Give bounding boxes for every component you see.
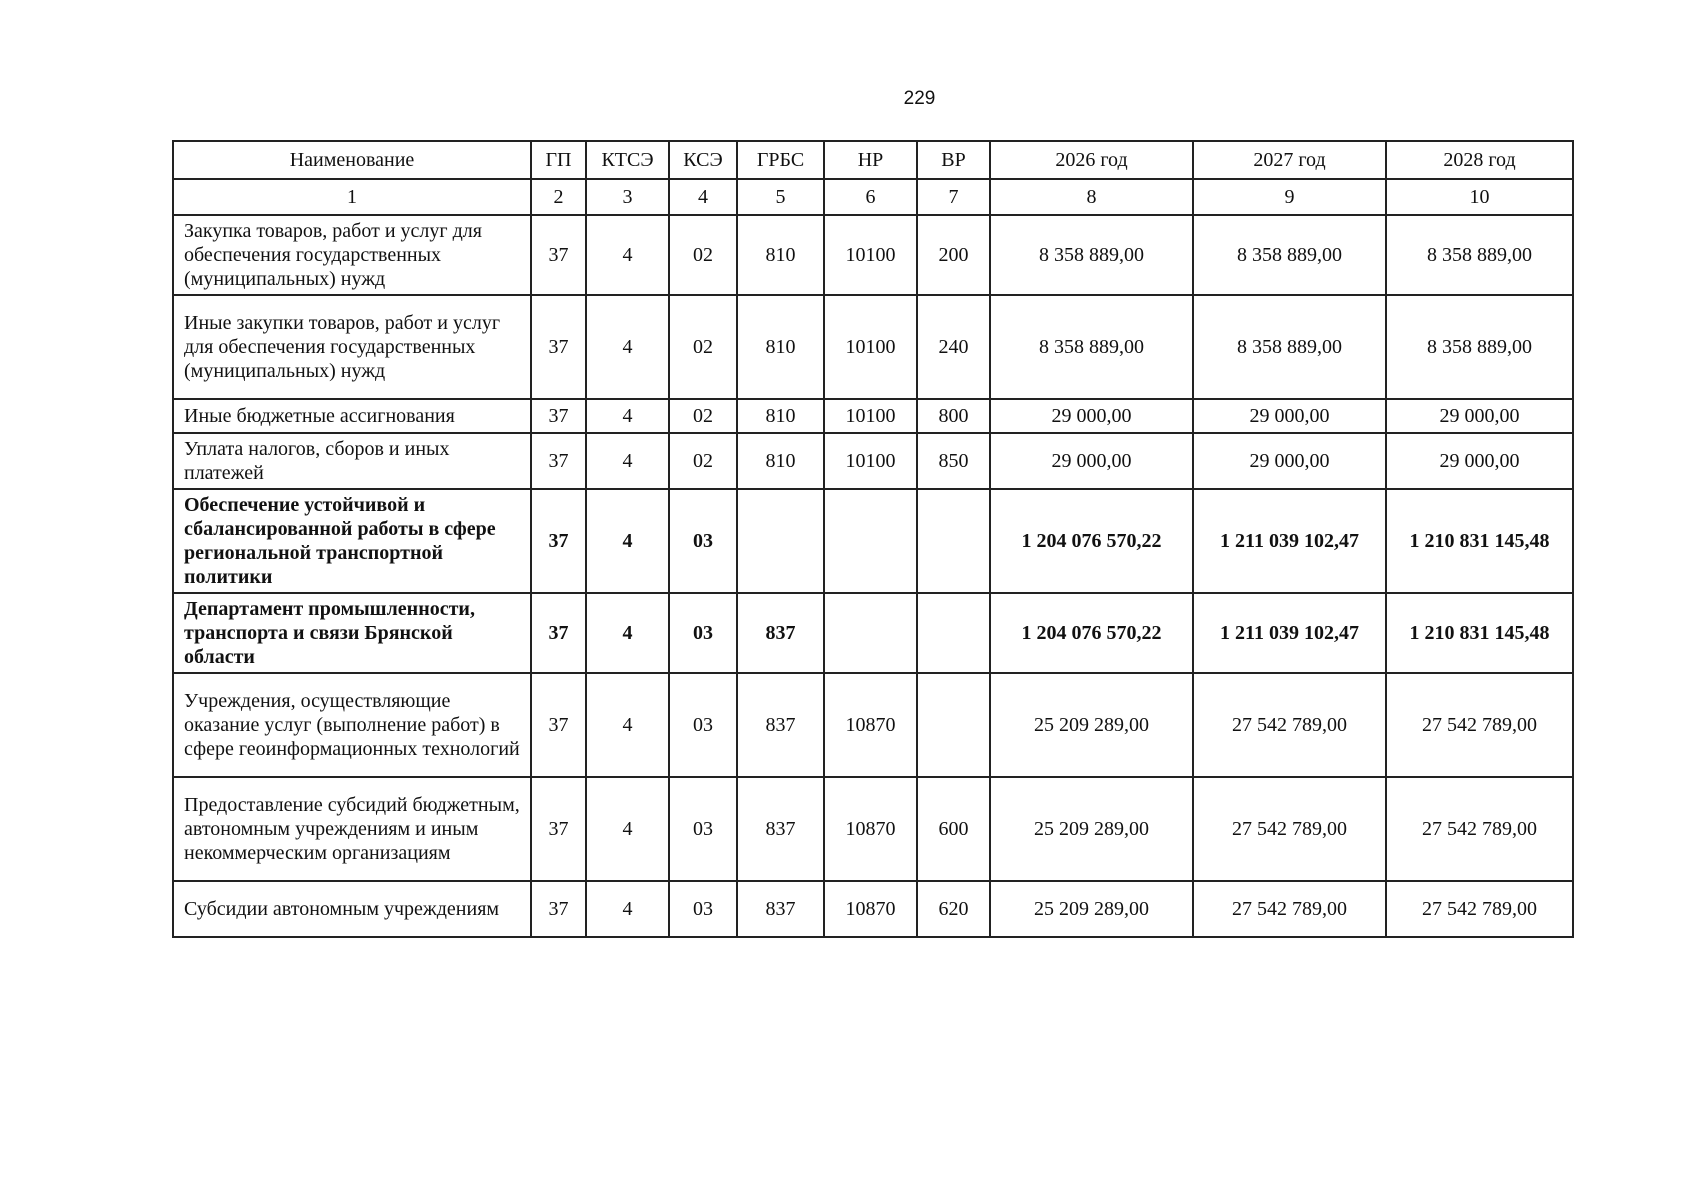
row-2027: 1 211 039 102,47 (1193, 593, 1386, 673)
row-kse: 03 (669, 489, 737, 593)
row-2026: 8 358 889,00 (990, 295, 1193, 399)
row-vr: 240 (917, 295, 990, 399)
row-grbs: 810 (737, 215, 824, 295)
row-2028: 27 542 789,00 (1386, 881, 1573, 937)
column-number: 4 (669, 179, 737, 215)
row-2028: 29 000,00 (1386, 399, 1573, 433)
row-ktse: 4 (586, 489, 669, 593)
row-ktse: 4 (586, 673, 669, 777)
table-row-total (173, 593, 1573, 673)
column-number: 10 (1386, 179, 1573, 215)
row-nr: 10100 (824, 433, 917, 489)
column-number: 9 (1193, 179, 1386, 215)
row-kse: 02 (669, 433, 737, 489)
row-kse: 03 (669, 881, 737, 937)
row-name: Департамент промышленности, транспорта и связи Брянской области (173, 593, 531, 673)
row-nr: 10870 (824, 673, 917, 777)
column-number: 6 (824, 179, 917, 215)
table-row-total (173, 489, 1573, 593)
row-grbs: 810 (737, 295, 824, 399)
row-gp: 37 (531, 215, 586, 295)
row-nr: 10870 (824, 881, 917, 937)
row-vr: 620 (917, 881, 990, 937)
row-gp: 37 (531, 777, 586, 881)
row-kse: 03 (669, 593, 737, 673)
header-kse: КСЭ (669, 141, 737, 179)
header-gp: ГП (531, 141, 586, 179)
row-name: Обеспечение устойчивой и сбалансированной работы в сфере региональной транспортной политики (173, 489, 531, 593)
row-2026: 25 209 289,00 (990, 673, 1193, 777)
row-kse: 03 (669, 673, 737, 777)
row-2027: 29 000,00 (1193, 399, 1386, 433)
row-2027: 8 358 889,00 (1193, 295, 1386, 399)
table-row (173, 399, 1573, 433)
column-number-row (173, 179, 1573, 215)
row-2026: 1 204 076 570,22 (990, 593, 1193, 673)
row-ktse: 4 (586, 295, 669, 399)
row-nr (824, 593, 917, 673)
table-row (173, 673, 1573, 777)
row-2028: 1 210 831 145,48 (1386, 593, 1573, 673)
row-name: Уплата налогов, сборов и иных платежей (173, 433, 531, 489)
column-number: 2 (531, 179, 586, 215)
row-kse: 02 (669, 399, 737, 433)
page-number: 229 (903, 88, 936, 109)
table-row (173, 433, 1573, 489)
row-2027: 27 542 789,00 (1193, 881, 1386, 937)
row-nr (824, 489, 917, 593)
header-ktse: КТСЭ (586, 141, 669, 179)
row-2026: 29 000,00 (990, 433, 1193, 489)
table-row (173, 777, 1573, 881)
row-gp: 37 (531, 673, 586, 777)
row-name: Субсидии автономным учреждениям (173, 881, 531, 937)
row-2027: 29 000,00 (1193, 433, 1386, 489)
table-row (173, 215, 1573, 295)
row-grbs: 837 (737, 673, 824, 777)
header-name: Наименование (173, 141, 531, 179)
row-2028: 8 358 889,00 (1386, 215, 1573, 295)
row-kse: 02 (669, 215, 737, 295)
row-ktse: 4 (586, 777, 669, 881)
row-vr: 800 (917, 399, 990, 433)
row-gp: 37 (531, 433, 586, 489)
row-kse: 03 (669, 777, 737, 881)
header-2028: 2028 год (1386, 141, 1573, 179)
row-2026: 8 358 889,00 (990, 215, 1193, 295)
row-nr: 10100 (824, 399, 917, 433)
column-number: 7 (917, 179, 990, 215)
row-gp: 37 (531, 489, 586, 593)
row-2028: 8 358 889,00 (1386, 295, 1573, 399)
row-gp: 37 (531, 399, 586, 433)
column-number: 3 (586, 179, 669, 215)
row-grbs: 837 (737, 777, 824, 881)
row-ktse: 4 (586, 433, 669, 489)
row-vr: 600 (917, 777, 990, 881)
row-grbs: 810 (737, 433, 824, 489)
row-2026: 1 204 076 570,22 (990, 489, 1193, 593)
row-vr (917, 673, 990, 777)
row-2026: 25 209 289,00 (990, 881, 1193, 937)
table-row (173, 295, 1573, 399)
row-2027: 8 358 889,00 (1193, 215, 1386, 295)
table-row (173, 881, 1573, 937)
row-name: Иные закупки товаров, работ и услуг для обеспечения государственных (муниципальных) нужд (173, 295, 531, 399)
row-name: Иные бюджетные ассигнования (173, 399, 531, 433)
row-ktse: 4 (586, 593, 669, 673)
row-grbs: 810 (737, 399, 824, 433)
row-vr (917, 489, 990, 593)
row-2027: 27 542 789,00 (1193, 673, 1386, 777)
row-2027: 27 542 789,00 (1193, 777, 1386, 881)
row-nr: 10100 (824, 215, 917, 295)
row-gp: 37 (531, 295, 586, 399)
row-vr: 850 (917, 433, 990, 489)
header-grbs: ГРБС (737, 141, 824, 179)
row-grbs: 837 (737, 593, 824, 673)
column-number: 1 (173, 179, 531, 215)
budget-table (172, 140, 1574, 938)
column-number: 5 (737, 179, 824, 215)
row-2027: 1 211 039 102,47 (1193, 489, 1386, 593)
row-2026: 29 000,00 (990, 399, 1193, 433)
row-grbs: 837 (737, 881, 824, 937)
row-2028: 27 542 789,00 (1386, 777, 1573, 881)
row-ktse: 4 (586, 399, 669, 433)
row-2028: 29 000,00 (1386, 433, 1573, 489)
row-grbs (737, 489, 824, 593)
row-nr: 10100 (824, 295, 917, 399)
row-gp: 37 (531, 593, 586, 673)
column-number: 8 (990, 179, 1193, 215)
row-kse: 02 (669, 295, 737, 399)
header-2026: 2026 год (990, 141, 1193, 179)
row-name: Учреждения, осуществляющие оказание услуг (выполнение работ) в сфере геоинформационных технологий (173, 673, 531, 777)
header-nr: НР (824, 141, 917, 179)
row-vr (917, 593, 990, 673)
row-2028: 1 210 831 145,48 (1386, 489, 1573, 593)
row-2028: 27 542 789,00 (1386, 673, 1573, 777)
row-vr: 200 (917, 215, 990, 295)
header-row (173, 141, 1573, 179)
header-vr: ВР (917, 141, 990, 179)
row-2026: 25 209 289,00 (990, 777, 1193, 881)
row-ktse: 4 (586, 881, 669, 937)
row-name: Закупка товаров, работ и услуг для обеспечения государственных (муниципальных) нужд (173, 215, 531, 295)
row-nr: 10870 (824, 777, 917, 881)
row-name: Предоставление субсидий бюджетным, автономным учреждениям и иным некоммерческим организациям (173, 777, 531, 881)
row-ktse: 4 (586, 215, 669, 295)
header-2027: 2027 год (1193, 141, 1386, 179)
row-gp: 37 (531, 881, 586, 937)
